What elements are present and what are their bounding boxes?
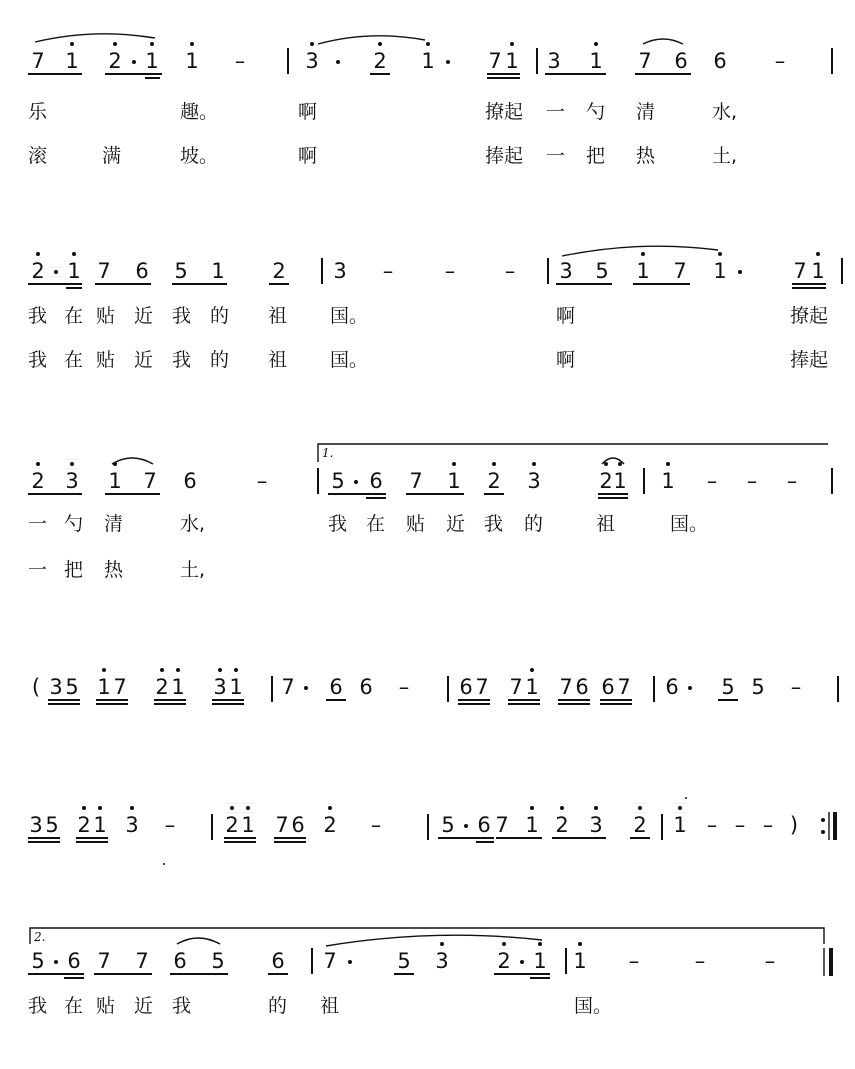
note: 7 [323,949,337,973]
lyric: 在 [64,349,84,371]
note: 7 [275,813,289,837]
note: 2 [225,813,239,837]
dash: – [786,469,798,493]
note: 1 [93,813,107,837]
dash: – [234,49,246,73]
note: 1 [65,49,79,73]
note: 1 [185,49,199,73]
lyric: 贴 [96,995,116,1017]
lyric: 国。 [574,995,613,1017]
close-paren: ) [789,813,799,837]
lyric: 勺 [64,513,84,535]
lyric: 坡。 [180,145,219,167]
note: 1 [589,49,603,73]
note: 1 [505,49,519,73]
system-2 [28,246,842,371]
dash: – [790,675,802,699]
lyric: 我 [28,349,48,371]
lyric: 国。 [330,349,369,371]
note: 6 [329,675,343,699]
lyric: 我 [172,349,192,371]
lyric: 撩起 [790,305,829,327]
lyric: 近 [134,349,154,371]
note: 7 [638,49,652,73]
note: 7 [793,259,807,283]
note: 7 [135,949,149,973]
lyric: 把 [586,145,606,167]
note: 1 [211,259,225,283]
note: 3 [589,813,603,837]
note: 5 [595,259,609,283]
note: 6 [713,49,727,73]
note: 7 [113,675,127,699]
lyric: 滚 [28,145,48,167]
lyric: 清 [104,513,124,535]
note: 3 [213,675,227,699]
note: 6 [459,675,473,699]
lyric: 水, [712,101,738,123]
note: 3 [435,949,449,973]
note: 3 [65,469,79,493]
lyric: 贴 [406,513,426,535]
lyric: 撩起 [485,101,524,123]
note: 7 [488,49,502,73]
note: 5 [331,469,345,493]
lyric: 满 [102,145,122,167]
ending-1-label: 1. [322,446,334,460]
dash: – [746,469,758,493]
system-6 [28,928,831,1017]
note: 5 [751,675,765,699]
note: 1 [108,469,122,493]
lyric: 啊 [298,101,318,123]
lyric: 贴 [96,349,116,371]
note: 1 [573,949,587,973]
lyric: 我 [28,305,48,327]
lyric: 祖 [268,349,288,371]
note: 6 [674,49,688,73]
note: 5 [31,949,45,973]
note: 2 [77,813,91,837]
lyric: 一 [546,101,566,123]
lyric: 近 [134,305,154,327]
note: 5 [65,675,79,699]
note: 7 [509,675,523,699]
note: 1 [673,813,687,837]
lyric: 近 [134,995,154,1017]
note: 6 [135,259,149,283]
dash: – [628,949,640,973]
note: 6 [601,675,615,699]
note: 6 [291,813,305,837]
lyric: 我 [172,305,192,327]
note: 5 [441,813,455,837]
note: 1 [525,675,539,699]
lyric: 的 [524,513,544,535]
note: 7 [475,675,489,699]
note: 1 [229,675,243,699]
note: 6 [271,949,285,973]
lyric: 啊 [556,305,576,327]
lyric: 捧起 [790,349,829,371]
dash: – [382,259,394,283]
note: 1 [97,675,111,699]
lyric: 一 [28,513,48,535]
note: 2 [108,49,122,73]
note: 2 [555,813,569,837]
lyric: 把 [64,559,84,581]
dash: – [764,949,776,973]
note: 7 [673,259,687,283]
note: 1 [241,813,255,837]
lyric: 啊 [298,145,318,167]
note: 3 [527,469,541,493]
note: 1 [636,259,650,283]
note: 7 [559,675,573,699]
dash: – [444,259,456,283]
note: 2 [373,49,387,73]
lyric: 的 [268,995,288,1017]
note: 2 [497,949,511,973]
note: 3 [305,49,319,73]
note: 1 [145,49,159,73]
note: 1 [421,49,435,73]
note: 2 [633,813,647,837]
lyric: 我 [28,995,48,1017]
note: 6 [575,675,589,699]
lyric: 清 [636,101,656,123]
note: 3 [29,813,43,837]
lyric: 一 [28,559,48,581]
note: 1 [613,469,627,493]
note: 1 [67,259,81,283]
lyric: 我 [172,995,192,1017]
note: 2 [487,469,501,493]
lyric: 捧起 [485,145,524,167]
note: 6 [369,469,383,493]
lyric: 贴 [96,305,116,327]
dash: – [706,813,718,837]
lyric: 在 [64,305,84,327]
lyric: 在 [64,995,84,1017]
note: 1 [713,259,727,283]
note: 6 [665,675,679,699]
note: 2 [31,259,45,283]
ending-2-label: 2. [34,930,46,944]
note: 7 [409,469,423,493]
lyric: 在 [366,513,386,535]
dash: – [734,813,746,837]
note: 3 [559,259,573,283]
note: 7 [97,949,111,973]
note: 6 [477,813,491,837]
note: 1 [171,675,185,699]
lyric: 土, [712,145,738,167]
note: 5 [397,949,411,973]
lyric: 热 [104,559,124,581]
lyric: 国。 [670,513,709,535]
note: 2 [599,469,613,493]
note: 1 [661,469,675,493]
lyric: 啊 [556,349,576,371]
lyric: 勺 [586,101,606,123]
dash: – [762,813,774,837]
note: 1 [533,949,547,973]
lyric: 国。 [330,305,369,327]
note: 2 [323,813,337,837]
note: 3 [49,675,63,699]
note: 3 [125,813,139,837]
lyric: 一 [546,145,566,167]
lyric: 趣。 [180,101,219,123]
lyric: 祖 [320,995,340,1017]
dash: – [774,49,786,73]
note: 2 [272,259,286,283]
lyric: 热 [636,145,656,167]
note: 1 [525,813,539,837]
note: 6 [67,949,81,973]
dash: – [398,675,410,699]
lyric: 土, [180,559,206,581]
note: 6 [173,949,187,973]
note: 7 [97,259,111,283]
dash: – [370,813,382,837]
lyric: 我 [328,513,348,535]
note: 7 [617,675,631,699]
note: 2 [155,675,169,699]
system-5 [28,797,835,865]
lyric: 水, [180,513,206,535]
dash: – [706,469,718,493]
lyric: 近 [446,513,466,535]
note: 1 [447,469,461,493]
dash: – [694,949,706,973]
system-3 [28,444,832,581]
note: 1 [811,259,825,283]
note: 6 [359,675,373,699]
note: 2 [31,469,45,493]
system-1 [28,34,832,167]
note: 7 [143,469,157,493]
note: 3 [333,259,347,283]
lyric: 的 [210,349,230,371]
lyric: 的 [210,305,230,327]
note: 5 [45,813,59,837]
note: 3 [547,49,561,73]
open-paren: ( [31,675,41,699]
note: 7 [31,49,45,73]
lyric: 祖 [268,305,288,327]
note: 7 [495,813,509,837]
note: 7 [281,675,295,699]
note: 5 [721,675,735,699]
lyric: 我 [484,513,504,535]
system-4 [32,668,838,704]
dash: – [504,259,516,283]
note: 6 [183,469,197,493]
note: 5 [211,949,225,973]
dash: – [164,813,176,837]
lyric: 祖 [596,513,616,535]
dash: – [256,469,268,493]
note: 5 [174,259,188,283]
lyric: 乐 [28,101,48,123]
